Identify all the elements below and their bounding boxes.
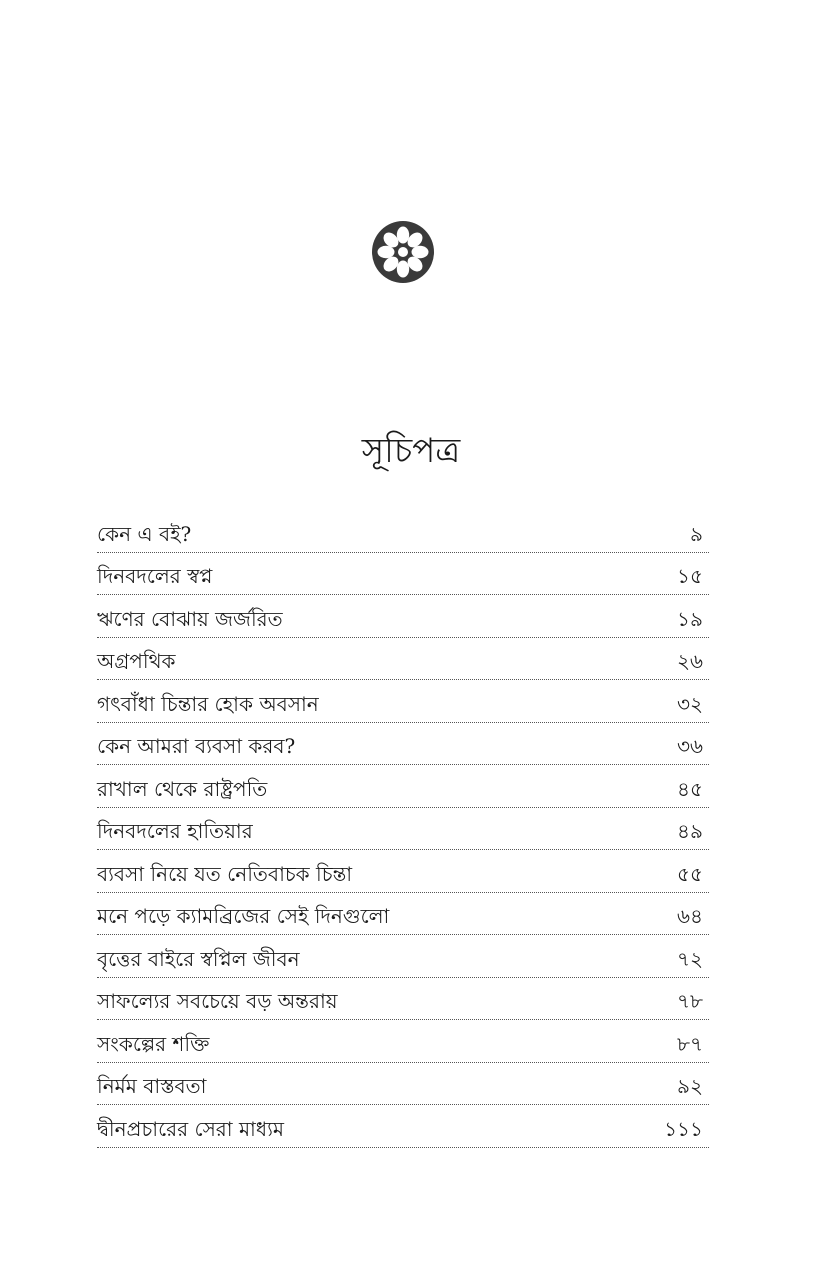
table-of-contents: [97, 510, 709, 1148]
toc-entry[interactable]: [97, 680, 709, 723]
toc-entry-page-number: ৩৬: [676, 734, 703, 758]
toc-entry-page-number: ৪৫: [677, 776, 703, 801]
toc-entry-page-number: ৪৯: [677, 819, 703, 843]
toc-entry-page-number: ৭২: [676, 946, 703, 971]
toc-entry-title: মনে পড়ে ক্যামব্রিজের সেই দিনগুলো: [97, 904, 390, 928]
toc-entry-page-number: ৩২: [676, 691, 703, 716]
toc-entry[interactable]: [97, 1105, 709, 1148]
flower-medallion-icon: [371, 220, 435, 284]
toc-entry[interactable]: [97, 1063, 709, 1106]
toc-entry-page-number: ১১১: [664, 1116, 703, 1141]
toc-entry[interactable]: [97, 893, 709, 936]
toc-entry-title: ঋণের বোঝায় জর্জরিত: [97, 606, 283, 631]
toc-entry[interactable]: [97, 978, 709, 1021]
toc-entry[interactable]: [97, 808, 709, 851]
toc-entry-title: সাফল্যের সবচেয়ে বড় অন্তরায়: [97, 989, 338, 1013]
toc-entry-page-number: ৯২: [677, 1074, 703, 1098]
toc-entry[interactable]: [97, 935, 709, 978]
toc-entry[interactable]: [97, 510, 709, 553]
toc-entry-page-number: ১৫: [677, 564, 703, 588]
toc-entry-title: দিনবদলের স্বপ্ন: [97, 564, 213, 588]
toc-entry-title: বৃত্তের বাইরে স্বপ্নিল জীবন: [97, 946, 300, 971]
toc-entry-title: রাখাল থেকে রাষ্ট্রপতি: [97, 776, 268, 801]
toc-entry-page-number: ৮৭: [677, 1031, 703, 1056]
toc-entry-page-number: ৬৪: [677, 904, 703, 928]
toc-entry[interactable]: [97, 553, 709, 596]
toc-entry-title: অগ্রপথিক: [97, 649, 176, 673]
toc-entry-title: নির্মম বাস্তবতা: [97, 1074, 207, 1098]
toc-entry[interactable]: [97, 723, 709, 766]
toc-entry-page-number: ১৯: [677, 606, 703, 631]
toc-entry[interactable]: [97, 1020, 709, 1063]
toc-entry-page-number: ৯: [690, 521, 703, 546]
toc-entry-title: দ্বীনপ্রচারের সেরা মাধ্যম: [97, 1116, 284, 1141]
toc-entry-title: গৎবাঁধা চিন্তার হোক অবসান: [97, 691, 319, 716]
toc-entry-title: দিনবদলের হাতিয়ার: [97, 819, 253, 843]
toc-entry-title: কেন এ বই?: [97, 521, 192, 546]
toc-entry[interactable]: [97, 765, 709, 808]
toc-entry-page-number: ২৬: [676, 649, 703, 673]
toc-entry-page-number: ৭৮: [677, 989, 703, 1013]
toc-entry-title: কেন আমরা ব্যবসা করব?: [97, 734, 296, 758]
toc-entry-page-number: ৫৫: [677, 861, 703, 886]
toc-entry-title: ব্যবসা নিয়ে যত নেতিবাচক চিন্তা: [97, 861, 353, 886]
toc-entry[interactable]: [97, 850, 709, 893]
toc-entry[interactable]: [97, 638, 709, 681]
toc-entry[interactable]: [97, 595, 709, 638]
page-title: সূচিপত্র: [361, 431, 461, 471]
toc-entry-title: সংকল্পের শক্তি: [97, 1031, 210, 1056]
